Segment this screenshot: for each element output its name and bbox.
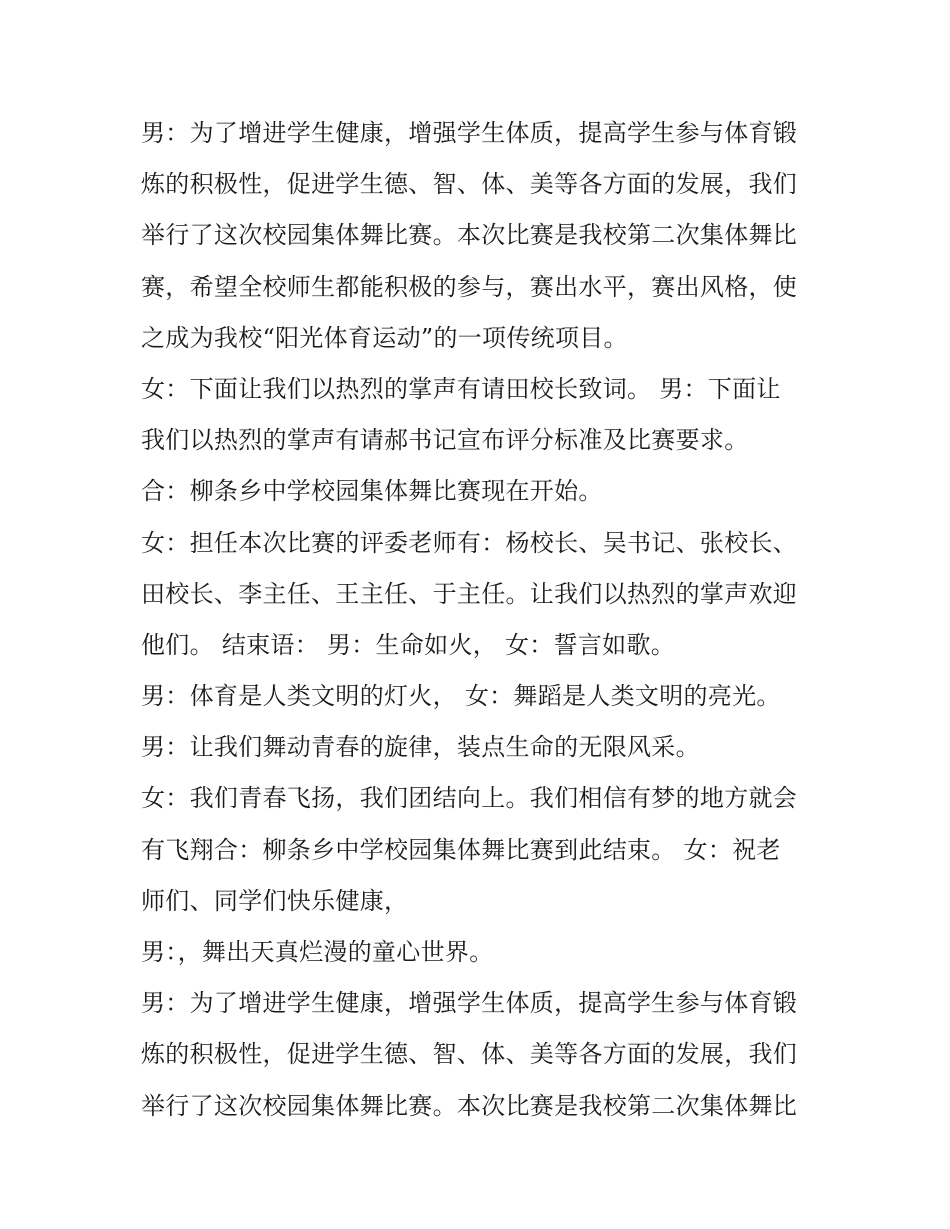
document-body bbox=[141, 108, 821, 1132]
text-line: 我们以热烈的掌声有请郝书记宣布评分标准及比赛要求。 bbox=[141, 426, 749, 455]
text-line: 男：为了增进学生健康，增强学生体质，提高学生参与体育锻 bbox=[141, 119, 798, 147]
text-line: 女：下面让我们以热烈的掌声有请田校长致词。 男：下面让 bbox=[141, 374, 781, 403]
text-line: 有飞翔合：柳条乡中学校园集体舞比赛到此结束。 女：祝老 bbox=[141, 835, 781, 864]
text-line: 举行了这次校园集体舞比赛。本次比赛是我校第二次集体舞比 bbox=[141, 221, 798, 250]
text-line: 女：我们青春飞扬，我们团结向上。我们相信有梦的地方就会 bbox=[141, 784, 798, 813]
text-line: 男：让我们舞动青春的旋律，装点生命的无限风采。 bbox=[141, 733, 700, 762]
text-line: 师们、同学们快乐健康， bbox=[141, 886, 409, 915]
text-line: 田校长、李主任、王主任、于主任。让我们以热烈的掌声欢迎 bbox=[141, 579, 798, 608]
text-line: 他们。 结束语： 男：生命如火， 女：誓言如歌。 bbox=[141, 630, 676, 659]
text-line: 赛，希望全校师生都能积极的参与，赛出水平，赛出风格，使 bbox=[141, 272, 798, 301]
text-line: 男：，舞出天真烂漫的童心世界。 bbox=[141, 938, 494, 966]
text-line: 女：担任本次比赛的评委老师有：杨校长、吴书记、张校长、 bbox=[141, 528, 798, 557]
text-line: 合：柳条乡中学校园集体舞比赛现在开始。 bbox=[141, 477, 603, 506]
text-line: 男：为了增进学生健康，增强学生体质，提高学生参与体育锻 bbox=[141, 989, 798, 1018]
text-line: 炼的积极性，促进学生德、智、体、美等各方面的发展，我们 bbox=[141, 1040, 798, 1069]
text-line: 举行了这次校园集体舞比赛。本次比赛是我校第二次集体舞比 bbox=[141, 1091, 798, 1120]
text-line: 男：体育是人类文明的灯火， 女：舞蹈是人类文明的亮光。 bbox=[141, 682, 781, 711]
text-line: 之成为我校“阳光体育运动”的一项传统项目。 bbox=[141, 323, 628, 352]
text-line: 炼的积极性，促进学生德、智、体、美等各方面的发展，我们 bbox=[141, 170, 798, 199]
